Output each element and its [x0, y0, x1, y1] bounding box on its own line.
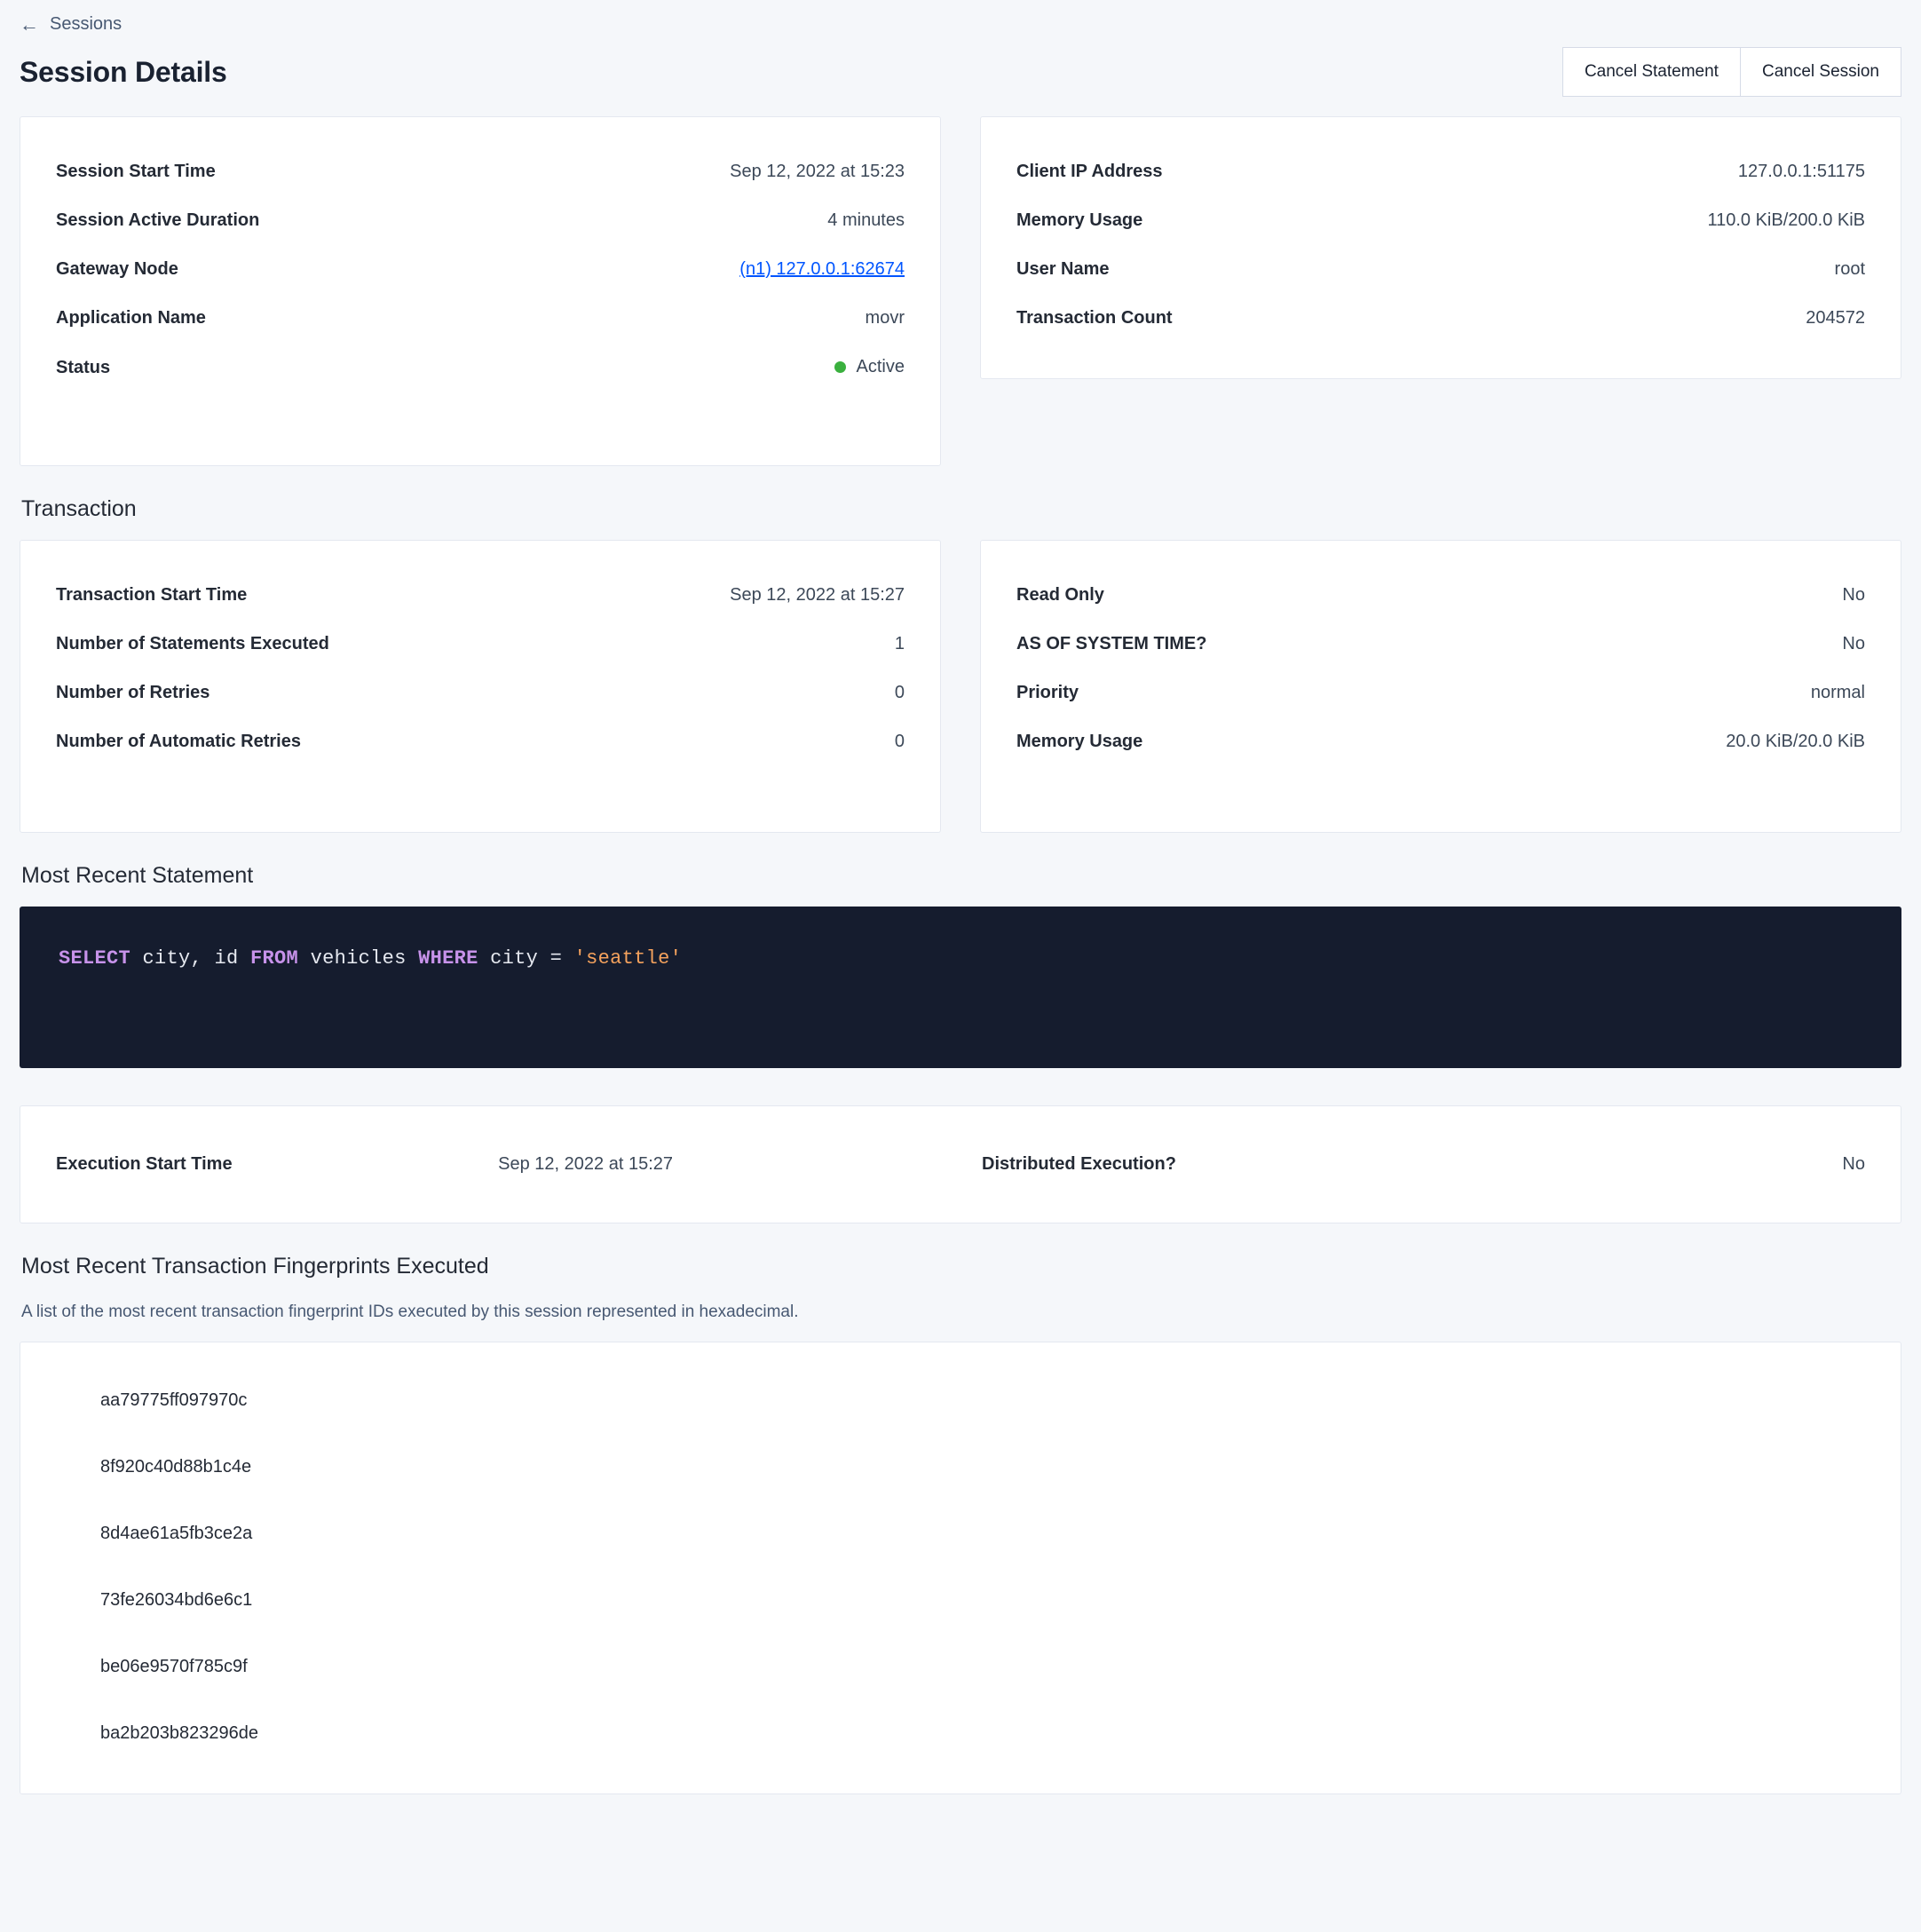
- fingerprints-list: [20, 1342, 1901, 1794]
- transaction-memory-usage-value: 20.0 KiB/20.0 KiB: [1726, 732, 1865, 751]
- user-name-label: User Name: [1016, 259, 1110, 279]
- user-name-row: [1015, 245, 1867, 294]
- session-overview-row: [20, 116, 1901, 466]
- session-right-card: [980, 116, 1901, 379]
- statement-section-title: Most Recent Statement: [21, 863, 254, 888]
- client-ip-address-label: Client IP Address: [1016, 162, 1163, 181]
- transaction-start-time-label: Transaction Start Time: [56, 585, 248, 605]
- session-memory-usage-row: [1015, 196, 1867, 245]
- transaction-count-row: [1015, 294, 1867, 343]
- distributed-execution-value: No: [1842, 1154, 1865, 1174]
- transaction-start-time-value: Sep 12, 2022 at 15:27: [730, 585, 905, 605]
- status-value: Active: [856, 357, 905, 376]
- status-dot-icon: [834, 361, 846, 373]
- session-active-duration-label: Session Active Duration: [56, 210, 260, 230]
- statements-executed-row: [54, 620, 906, 669]
- distributed-execution-row: [980, 1138, 1867, 1191]
- sql-token-string: 'seattle': [573, 947, 683, 970]
- transaction-count-value: 204572: [1806, 308, 1865, 328]
- priority-value: normal: [1810, 683, 1865, 702]
- priority-row: [1015, 669, 1867, 717]
- transaction-left-card: [20, 540, 941, 833]
- statements-executed-value: 1: [894, 634, 905, 653]
- session-start-time-row: [54, 147, 906, 196]
- sql-token-from: FROM: [250, 947, 299, 970]
- list-item: 8d4ae61a5fb3ce2a: [100, 1524, 253, 1543]
- read-only-value: No: [1842, 585, 1865, 605]
- execution-start-time-label: Execution Start Time: [56, 1154, 233, 1174]
- session-memory-usage-value: 110.0 KiB/200.0 KiB: [1707, 210, 1865, 230]
- priority-label: Priority: [1016, 683, 1079, 702]
- retries-row: [54, 669, 906, 717]
- execution-start-time-value: Sep 12, 2022 at 15:27: [498, 1154, 673, 1174]
- client-ip-address-row: [1015, 147, 1867, 196]
- transaction-row: [20, 540, 1901, 833]
- client-ip-address-value: 127.0.0.1:51175: [1737, 162, 1865, 181]
- transaction-memory-usage-label: Memory Usage: [1016, 732, 1143, 751]
- page-header: [20, 42, 1901, 116]
- sql-token-columns: city, id: [130, 947, 251, 970]
- cancel-statement-button[interactable]: Cancel Statement: [1562, 47, 1741, 97]
- status-label: Status: [56, 358, 111, 377]
- application-name-row: [54, 294, 906, 343]
- status-badge: [834, 357, 905, 377]
- session-active-duration-value: 4 minutes: [827, 210, 905, 230]
- session-start-time-value: Sep 12, 2022 at 15:23: [730, 162, 905, 181]
- retries-label: Number of Retries: [56, 683, 210, 702]
- as-of-system-time-value: No: [1842, 634, 1865, 653]
- transaction-memory-usage-row: [1015, 717, 1867, 766]
- read-only-label: Read Only: [1016, 585, 1104, 605]
- execution-start-time-row: [54, 1138, 941, 1191]
- as-of-system-time-row: [1015, 620, 1867, 669]
- automatic-retries-row: [54, 717, 906, 766]
- breadcrumb-link-sessions[interactable]: Sessions: [50, 14, 123, 34]
- transaction-section-title: Transaction: [21, 496, 137, 521]
- gateway-node-label: Gateway Node: [56, 259, 178, 279]
- read-only-row: [1015, 571, 1867, 620]
- header-actions: [1562, 47, 1901, 97]
- application-name-label: Application Name: [56, 308, 206, 328]
- execution-card: [20, 1105, 1901, 1223]
- distributed-execution-label: Distributed Execution?: [982, 1154, 1176, 1174]
- statements-executed-label: Number of Statements Executed: [56, 634, 329, 653]
- retries-value: 0: [894, 683, 905, 702]
- page-title: Session Details: [20, 55, 227, 88]
- automatic-retries-label: Number of Automatic Retries: [56, 732, 301, 751]
- list-item: aa79775ff097970c: [100, 1390, 248, 1410]
- session-memory-usage-label: Memory Usage: [1016, 210, 1143, 230]
- fingerprints-section-title: Most Recent Transaction Fingerprints Executed: [21, 1254, 489, 1279]
- sql-token-predicate: city =: [478, 947, 574, 970]
- list-item: be06e9570f785c9f: [100, 1657, 248, 1676]
- session-active-duration-row: [54, 196, 906, 245]
- sql-token-where: WHERE: [418, 947, 478, 970]
- status-row: [54, 343, 906, 392]
- arrow-left-icon[interactable]: ←: [20, 12, 39, 36]
- breadcrumb[interactable]: [20, 0, 1901, 42]
- fingerprints-description: A list of the most recent transaction fingerprint IDs executed by this session represented in hexadecimal.: [21, 1303, 799, 1321]
- list-item: 8f920c40d88b1c4e: [100, 1457, 252, 1477]
- user-name-value: root: [1834, 259, 1865, 279]
- sql-token-select: SELECT: [59, 947, 131, 970]
- gateway-node-row: [54, 245, 906, 294]
- session-left-card: [20, 116, 941, 466]
- transaction-right-card: [980, 540, 1901, 833]
- application-name-value: movr: [865, 308, 905, 328]
- sql-token-table: vehicles: [298, 947, 419, 970]
- list-item: ba2b203b823296de: [100, 1723, 258, 1743]
- cancel-session-button[interactable]: Cancel Session: [1741, 47, 1901, 97]
- as-of-system-time-label: AS OF SYSTEM TIME?: [1016, 634, 1207, 653]
- automatic-retries-value: 0: [894, 732, 905, 751]
- transaction-count-label: Transaction Count: [1016, 308, 1173, 328]
- transaction-start-time-row: [54, 571, 906, 620]
- gateway-node-link[interactable]: (n1) 127.0.0.1:62674: [739, 259, 905, 279]
- sql-statement-box: [20, 907, 1901, 1068]
- list-item: 73fe26034bd6e6c1: [100, 1590, 253, 1610]
- session-start-time-label: Session Start Time: [56, 162, 216, 181]
